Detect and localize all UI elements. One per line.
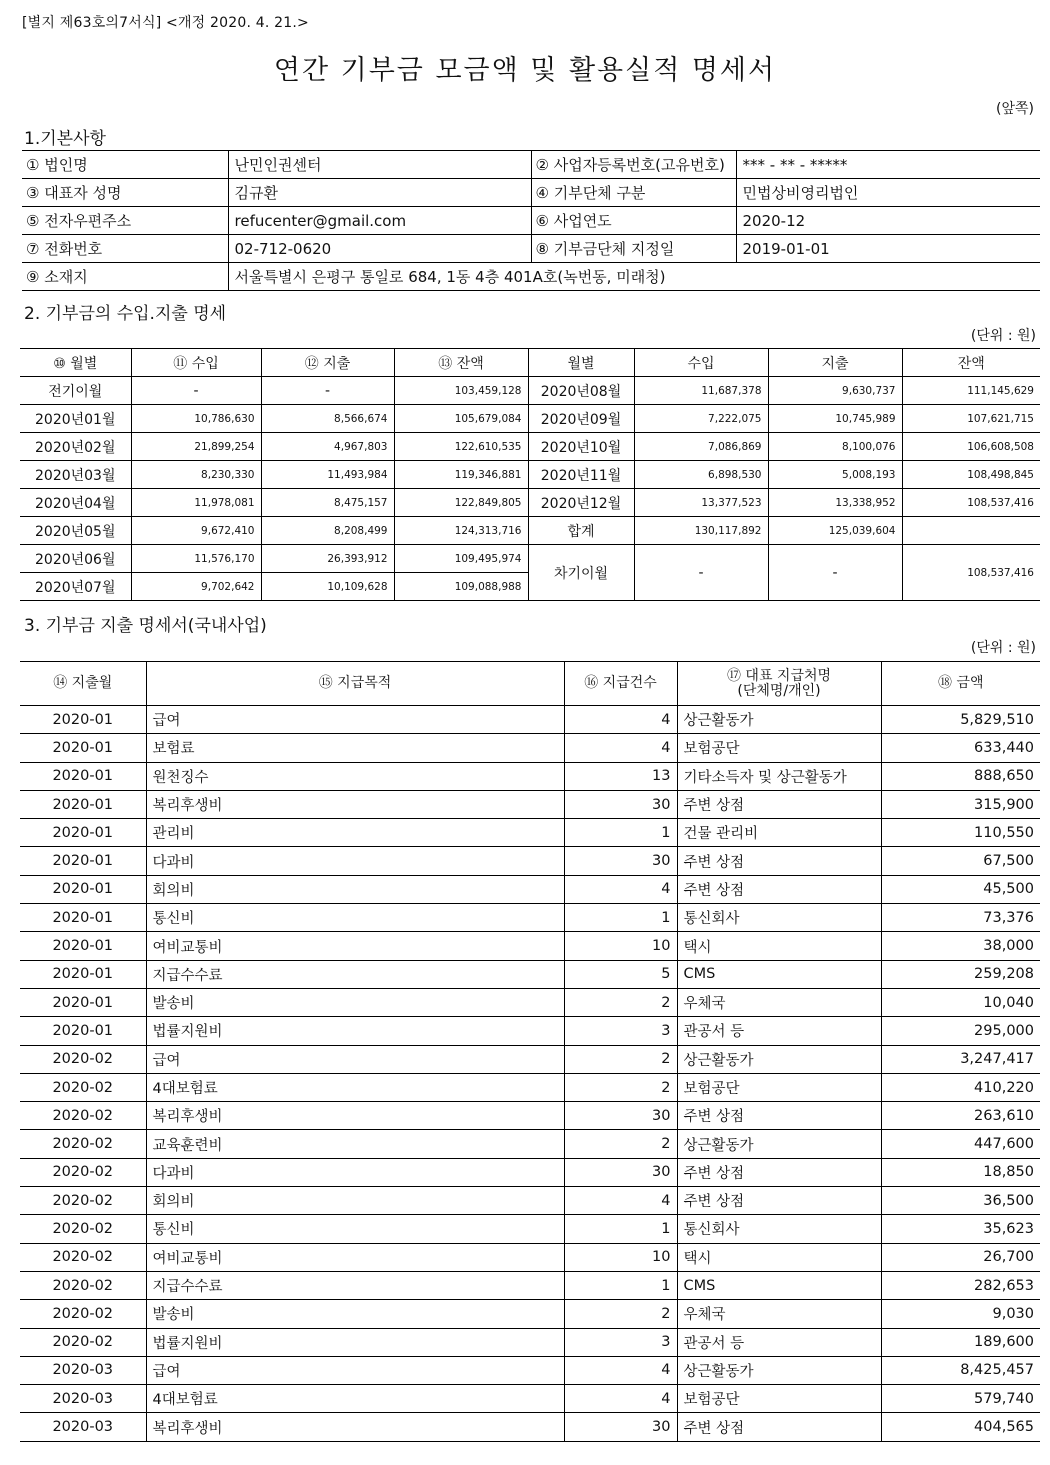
expense-amount: 110,550 <box>881 819 1040 847</box>
table-row <box>20 1385 1040 1413</box>
info-row <box>22 151 1040 179</box>
month-label: 2020년06월 <box>20 545 131 573</box>
expense-count: 2 <box>564 988 677 1016</box>
expense-month: 2020-02 <box>20 1187 146 1215</box>
amount-cell: 5,008,193 <box>768 461 902 489</box>
month-row <box>20 405 1040 433</box>
section3-unit: (단위 : 원) <box>970 640 1036 656</box>
amount-cell: 8,230,330 <box>131 461 261 489</box>
carry-income: - <box>634 545 768 601</box>
month-label: 2020년03월 <box>20 461 131 489</box>
income-expense-table <box>20 348 1040 601</box>
expense-payee: 보험공단 <box>677 1385 881 1413</box>
info-value: 2020-12 <box>736 207 1040 235</box>
amount-cell: 9,672,410 <box>131 517 261 545</box>
expense-count: 1 <box>564 1215 677 1243</box>
table-row <box>20 734 1040 762</box>
amount-cell: 7,086,869 <box>634 433 768 461</box>
amount-cell: 107,621,715 <box>902 405 1040 433</box>
amount-cell: 111,145,629 <box>902 377 1040 405</box>
expense-purpose: 지급수수료 <box>146 960 564 988</box>
expense-amount: 263,610 <box>881 1102 1040 1130</box>
expense-month: 2020-01 <box>20 875 146 903</box>
page-side: (앞쪽) <box>996 101 1034 117</box>
expense-payee: CMS <box>677 960 881 988</box>
expense-count: 5 <box>564 960 677 988</box>
expense-count: 10 <box>564 932 677 960</box>
expense-purpose: 통신비 <box>146 1215 564 1243</box>
info-label: ③ 대표자 성명 <box>22 179 228 207</box>
expense-payee: 주변 상점 <box>677 790 881 818</box>
expense-payee: 상근활동가 <box>677 1356 881 1384</box>
info-row <box>22 235 1040 263</box>
month-label: 2020년04월 <box>20 489 131 517</box>
expense-payee: 상근활동가 <box>677 1045 881 1073</box>
table-row <box>20 1102 1040 1130</box>
info-label: ⑤ 전자우편주소 <box>22 207 228 235</box>
column-header: 잔액 <box>902 349 1040 377</box>
month-row <box>20 517 1040 545</box>
expense-purpose: 복리후생비 <box>146 1413 564 1441</box>
table-row <box>20 1017 1040 1045</box>
expense-count: 4 <box>564 875 677 903</box>
expense-count: 30 <box>564 1158 677 1186</box>
amount-cell: 7,222,075 <box>634 405 768 433</box>
expense-month: 2020-01 <box>20 988 146 1016</box>
table-row <box>20 762 1040 790</box>
expense-count: 4 <box>564 1385 677 1413</box>
expense-count: 2 <box>564 1045 677 1073</box>
amount-cell: 108,498,845 <box>902 461 1040 489</box>
expense-amount: 45,500 <box>881 875 1040 903</box>
expense-month: 2020-01 <box>20 790 146 818</box>
table-row <box>20 847 1040 875</box>
expense-purpose: 복리후생비 <box>146 1102 564 1130</box>
amount-cell: 124,313,716 <box>394 517 528 545</box>
expense-count: 30 <box>564 1102 677 1130</box>
expense-month: 2020-01 <box>20 960 146 988</box>
expense-purpose: 여비교통비 <box>146 932 564 960</box>
amount-cell: 108,537,416 <box>902 489 1040 517</box>
expense-month: 2020-02 <box>20 1130 146 1158</box>
table-row <box>20 1187 1040 1215</box>
table-row <box>20 932 1040 960</box>
expense-payee: 주변 상점 <box>677 875 881 903</box>
table-row <box>20 1300 1040 1328</box>
month-label: 2020년10월 <box>528 433 634 461</box>
table-row <box>20 819 1040 847</box>
expense-amount: 73,376 <box>881 904 1040 932</box>
carry-label: 차기이월 <box>528 545 634 601</box>
expense-month: 2020-01 <box>20 734 146 762</box>
expense-amount: 35,623 <box>881 1215 1040 1243</box>
expense-month: 2020-03 <box>20 1385 146 1413</box>
expense-month: 2020-01 <box>20 819 146 847</box>
table-row <box>20 1215 1040 1243</box>
expense-month: 2020-02 <box>20 1328 146 1356</box>
table-row <box>20 875 1040 903</box>
amount-cell: 125,039,604 <box>768 517 902 545</box>
column-header: ⑱ 금액 <box>881 662 1040 706</box>
amount-cell: 11,493,984 <box>261 461 394 489</box>
expense-amount: 295,000 <box>881 1017 1040 1045</box>
info-value: 민법상비영리법인 <box>736 179 1040 207</box>
amount-cell: 105,679,084 <box>394 405 528 433</box>
table-row <box>20 1073 1040 1101</box>
expense-payee: 기타소득자 및 상근활동가 <box>677 762 881 790</box>
amount-cell: 9,630,737 <box>768 377 902 405</box>
expense-count: 3 <box>564 1328 677 1356</box>
expenditure-table <box>20 661 1040 1442</box>
expense-purpose: 발송비 <box>146 1300 564 1328</box>
expense-payee: 통신회사 <box>677 904 881 932</box>
expense-month: 2020-02 <box>20 1300 146 1328</box>
amount-cell: 13,338,952 <box>768 489 902 517</box>
expense-payee: 주변 상점 <box>677 1102 881 1130</box>
expense-count: 30 <box>564 847 677 875</box>
info-label: ① 법인명 <box>26 156 88 174</box>
month-label: 2020년11월 <box>528 461 634 489</box>
column-header-payee <box>677 662 881 706</box>
info-row <box>22 179 1040 207</box>
amount-cell: 10,109,628 <box>261 573 394 601</box>
info-value: *** - ** - ***** <box>736 151 1040 179</box>
amount-cell <box>902 517 1040 545</box>
payee-header-line1: ⑰ 대표 지급처명 <box>726 667 832 684</box>
expense-purpose: 보험료 <box>146 734 564 762</box>
expense-amount: 8,425,457 <box>881 1356 1040 1384</box>
expense-count: 30 <box>564 790 677 818</box>
info-row <box>22 207 1040 235</box>
expense-count: 2 <box>564 1300 677 1328</box>
expense-amount: 410,220 <box>881 1073 1040 1101</box>
expense-count: 4 <box>564 1356 677 1384</box>
info-value: 난민인권센터 <box>228 151 531 179</box>
column-header: ⑫ 지출 <box>261 349 394 377</box>
amount-cell: 8,208,499 <box>261 517 394 545</box>
amount-cell: 11,687,378 <box>634 377 768 405</box>
expense-month: 2020-02 <box>20 1243 146 1271</box>
header-row <box>20 349 1040 377</box>
expense-month: 2020-01 <box>20 762 146 790</box>
info-value: refucenter@gmail.com <box>228 207 531 235</box>
expense-amount: 38,000 <box>881 932 1040 960</box>
expense-purpose: 다과비 <box>146 847 564 875</box>
expense-month: 2020-01 <box>20 706 146 734</box>
info-value: 2019-01-01 <box>736 235 1040 263</box>
address-label: ⑨ 소재지 <box>22 263 228 291</box>
month-label: 전기이월 <box>20 377 131 405</box>
expense-payee: 관공서 등 <box>677 1017 881 1045</box>
table-row <box>20 1045 1040 1073</box>
payee-header-line2: (단체명/개인) <box>737 682 821 699</box>
expense-payee: 상근활동가 <box>677 1130 881 1158</box>
table-row <box>20 1243 1040 1271</box>
expense-amount: 282,653 <box>881 1271 1040 1299</box>
expense-purpose: 통신비 <box>146 904 564 932</box>
month-row <box>20 461 1040 489</box>
carry-balance: 108,537,416 <box>902 545 1040 601</box>
expense-amount: 447,600 <box>881 1130 1040 1158</box>
month-label: 2020년01월 <box>20 405 131 433</box>
info-label: ⑦ 전화번호 <box>22 235 228 263</box>
info-label: ④ 기부단체 구분 <box>531 179 736 207</box>
column-header: 월별 <box>528 349 634 377</box>
amount-cell: 8,475,157 <box>261 489 394 517</box>
expense-count: 3 <box>564 1017 677 1045</box>
expense-count: 30 <box>564 1413 677 1441</box>
expense-amount: 633,440 <box>881 734 1040 762</box>
expense-payee: 우체국 <box>677 988 881 1016</box>
info-label: ⑥ 사업연도 <box>531 207 736 235</box>
month-label: 2020년09월 <box>528 405 634 433</box>
amount-cell: 103,459,128 <box>394 377 528 405</box>
expense-purpose: 법률지원비 <box>146 1328 564 1356</box>
expense-amount: 5,829,510 <box>881 706 1040 734</box>
expense-amount: 315,900 <box>881 790 1040 818</box>
expense-purpose: 복리후생비 <box>146 790 564 818</box>
amount-cell: 119,346,881 <box>394 461 528 489</box>
expense-amount: 18,850 <box>881 1158 1040 1186</box>
month-label: 2020년05월 <box>20 517 131 545</box>
expense-purpose: 여비교통비 <box>146 1243 564 1271</box>
expense-amount: 67,500 <box>881 847 1040 875</box>
expense-purpose: 지급수수료 <box>146 1271 564 1299</box>
section3-title: 3. 기부금 지출 명세서(국내사업) <box>24 616 267 636</box>
expense-purpose: 4대보험료 <box>146 1073 564 1101</box>
expense-payee: 주변 상점 <box>677 1187 881 1215</box>
table-row <box>20 988 1040 1016</box>
expense-amount: 888,650 <box>881 762 1040 790</box>
amount-cell: 26,393,912 <box>261 545 394 573</box>
amount-cell: 10,786,630 <box>131 405 261 433</box>
expense-payee: 관공서 등 <box>677 1328 881 1356</box>
amount-cell: 130,117,892 <box>634 517 768 545</box>
month-label: 2020년02월 <box>20 433 131 461</box>
expense-count: 13 <box>564 762 677 790</box>
column-header: ⑭ 지출월 <box>20 662 146 706</box>
expense-count: 1 <box>564 904 677 932</box>
expense-payee: 주변 상점 <box>677 1413 881 1441</box>
amount-cell: 9,702,642 <box>131 573 261 601</box>
amount-cell: 13,377,523 <box>634 489 768 517</box>
expense-purpose: 급여 <box>146 706 564 734</box>
amount-cell: 10,745,989 <box>768 405 902 433</box>
expense-month: 2020-02 <box>20 1073 146 1101</box>
address-value: 서울특별시 은평구 통일로 684, 1동 4층 401A호(녹번동, 미래청) <box>228 263 1040 291</box>
expense-amount: 36,500 <box>881 1187 1040 1215</box>
section2-unit: (단위 : 원) <box>970 328 1036 344</box>
expense-count: 1 <box>564 819 677 847</box>
expense-month: 2020-03 <box>20 1356 146 1384</box>
amount-cell: 122,610,535 <box>394 433 528 461</box>
expense-payee: 통신회사 <box>677 1215 881 1243</box>
expense-purpose: 급여 <box>146 1356 564 1384</box>
expense-payee: CMS <box>677 1271 881 1299</box>
expense-count: 4 <box>564 734 677 762</box>
month-row <box>20 545 1040 573</box>
expense-month: 2020-03 <box>20 1413 146 1441</box>
expense-month: 2020-01 <box>20 904 146 932</box>
amount-cell: 8,566,674 <box>261 405 394 433</box>
expense-payee: 택시 <box>677 932 881 960</box>
expense-purpose: 교육훈련비 <box>146 1130 564 1158</box>
column-header: ⑪ 수입 <box>131 349 261 377</box>
expense-month: 2020-01 <box>20 932 146 960</box>
column-header: 지출 <box>768 349 902 377</box>
expense-amount: 579,740 <box>881 1385 1040 1413</box>
carry-expense: - <box>768 545 902 601</box>
table-row <box>20 1158 1040 1186</box>
expense-month: 2020-01 <box>20 1017 146 1045</box>
expense-payee: 택시 <box>677 1243 881 1271</box>
expense-payee: 우체국 <box>677 1300 881 1328</box>
amount-cell: 4,967,803 <box>261 433 394 461</box>
expense-amount: 10,040 <box>881 988 1040 1016</box>
month-label: 합계 <box>528 517 634 545</box>
amount-cell: 21,899,254 <box>131 433 261 461</box>
section2-title: 2. 기부금의 수입.지출 명세 <box>24 304 227 324</box>
table-row <box>20 706 1040 734</box>
expense-purpose: 급여 <box>146 1045 564 1073</box>
expense-amount: 3,247,417 <box>881 1045 1040 1073</box>
expense-month: 2020-02 <box>20 1271 146 1299</box>
table-row <box>20 904 1040 932</box>
expense-amount: 9,030 <box>881 1300 1040 1328</box>
amount-cell: - <box>131 377 261 405</box>
expense-amount: 404,565 <box>881 1413 1040 1441</box>
expense-month: 2020-02 <box>20 1045 146 1073</box>
expense-count: 4 <box>564 706 677 734</box>
expense-amount: 26,700 <box>881 1243 1040 1271</box>
amount-cell: 11,978,081 <box>131 489 261 517</box>
month-row <box>20 489 1040 517</box>
expense-purpose: 법률지원비 <box>146 1017 564 1045</box>
info-label: ⑧ 기부금단체 지정일 <box>531 235 736 263</box>
info-row-address <box>22 263 1040 291</box>
expense-month: 2020-02 <box>20 1215 146 1243</box>
amount-cell: 6,898,530 <box>634 461 768 489</box>
header-row <box>20 662 1040 706</box>
table-row <box>20 1271 1040 1299</box>
expense-payee: 주변 상점 <box>677 847 881 875</box>
table-row <box>20 960 1040 988</box>
table-row <box>20 1356 1040 1384</box>
expense-purpose: 원천징수 <box>146 762 564 790</box>
month-label: 2020년12월 <box>528 489 634 517</box>
expense-purpose: 관리비 <box>146 819 564 847</box>
expense-payee: 보험공단 <box>677 734 881 762</box>
expense-count: 4 <box>564 1187 677 1215</box>
basic-info-table <box>22 150 1040 291</box>
expense-purpose: 회의비 <box>146 1187 564 1215</box>
expense-purpose: 4대보험료 <box>146 1385 564 1413</box>
info-value: 김규환 <box>228 179 531 207</box>
month-row <box>20 377 1040 405</box>
section1-title: 1.기본사항 <box>24 129 106 149</box>
expense-count: 10 <box>564 1243 677 1271</box>
amount-cell: 11,576,170 <box>131 545 261 573</box>
table-row <box>20 1130 1040 1158</box>
column-header: ⑩ 월별 <box>20 349 131 377</box>
amount-cell: - <box>261 377 394 405</box>
table-row <box>20 1413 1040 1441</box>
expense-count: 1 <box>564 1271 677 1299</box>
info-label: ② 사업자등록번호(고유번호) <box>531 151 736 179</box>
amount-cell: 8,100,076 <box>768 433 902 461</box>
expense-payee: 상근활동가 <box>677 706 881 734</box>
expense-purpose: 발송비 <box>146 988 564 1016</box>
expense-purpose: 다과비 <box>146 1158 564 1186</box>
expense-amount: 189,600 <box>881 1328 1040 1356</box>
amount-cell: 106,608,508 <box>902 433 1040 461</box>
column-header: 수입 <box>634 349 768 377</box>
column-header: ⑮ 지급목적 <box>146 662 564 706</box>
month-row <box>20 433 1040 461</box>
expense-count: 2 <box>564 1130 677 1158</box>
document-title: 연간 기부금 모금액 및 활용실적 명세서 <box>273 55 777 86</box>
expense-amount: 259,208 <box>881 960 1040 988</box>
amount-cell: 122,849,805 <box>394 489 528 517</box>
table-row <box>20 790 1040 818</box>
amount-cell: 109,088,988 <box>394 573 528 601</box>
expense-month: 2020-02 <box>20 1158 146 1186</box>
column-header: ⑯ 지급건수 <box>564 662 677 706</box>
expense-payee: 건물 관리비 <box>677 819 881 847</box>
expense-payee: 보험공단 <box>677 1073 881 1101</box>
expense-month: 2020-01 <box>20 847 146 875</box>
table-row <box>20 1328 1040 1356</box>
month-label: 2020년08월 <box>528 377 634 405</box>
column-header: ⑬ 잔액 <box>394 349 528 377</box>
expense-purpose: 회의비 <box>146 875 564 903</box>
expense-payee: 주변 상점 <box>677 1158 881 1186</box>
expense-count: 2 <box>564 1073 677 1101</box>
month-label: 2020년07월 <box>20 573 131 601</box>
amount-cell: 109,495,974 <box>394 545 528 573</box>
info-value: 02-712-0620 <box>228 235 531 263</box>
expense-month: 2020-02 <box>20 1102 146 1130</box>
form-id: [별지 제63호의7서식] <개정 2020. 4. 21.> <box>22 15 309 31</box>
